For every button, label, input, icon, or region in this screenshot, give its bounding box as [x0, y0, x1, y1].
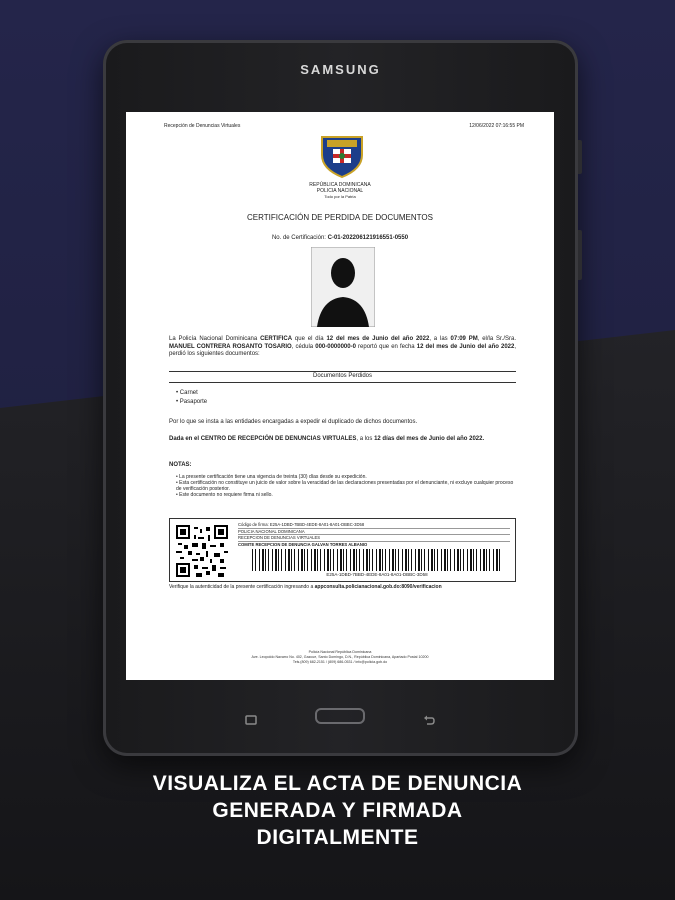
certificate-document — [126, 112, 554, 680]
barcode-bar — [424, 549, 425, 571]
barcode-bar — [496, 549, 498, 571]
barcode-bar — [454, 549, 455, 571]
barcode-bar — [272, 549, 273, 571]
barcode-bar — [402, 549, 403, 571]
lost-docs-rule-bottom — [169, 382, 516, 383]
barcode-bar — [359, 549, 360, 571]
lost-docs-heading: Documentos Perdidos — [312, 373, 373, 379]
header-right: 12/06/2022 07:16:55 PM — [469, 123, 524, 129]
body-paragraph-3: Dada en el CENTRO DE RECEPCIÓN DE DENUNCIAS VIRTUALES, a los 12 días del mes de Junio del año 2022. — [169, 436, 485, 442]
barcode-bar — [366, 549, 368, 571]
barcode-bar — [288, 549, 290, 571]
barcode-bar — [499, 549, 500, 571]
cert-number-label: No. de Certificación: — [271, 235, 326, 241]
signature-details: Código de firma: E25A-1DBD-7BBD-4EDE-8A01-8A01-DBBC-3D58 POLICIA NACIONAL DOMINICANA RECEPCION DE DENUNCIAS VIRTUALES COMITE RECEPCION DE DENUNCIA GALVAN TORRES ALBANIO — [238, 522, 510, 547]
barcode-bar — [489, 549, 490, 571]
barcode-bar — [411, 549, 412, 571]
barcode-bar — [307, 549, 308, 571]
barcode-bar — [428, 549, 429, 571]
tablet-device — [103, 40, 578, 756]
barcode-bar — [398, 549, 399, 571]
qr-code-icon — [176, 525, 228, 577]
barcode-bar — [343, 549, 344, 571]
home-button[interactable] — [315, 708, 365, 724]
lost-item: • Pasaporte — [176, 399, 208, 405]
barcode-bar — [405, 549, 407, 571]
barcode-bar — [463, 549, 464, 571]
barcode-bar — [311, 549, 312, 571]
barcode-bar — [281, 549, 282, 571]
cert-number-line — [126, 235, 554, 243]
volume-button — [578, 140, 582, 174]
barcode-text: E25A-1DBD-7BBD-4EDE-8A01-8A01-DBBC-3D58 — [326, 572, 428, 577]
barcode-bar — [259, 549, 260, 571]
back-icon[interactable] — [419, 710, 439, 730]
barcode-bar — [476, 549, 477, 571]
barcode-bar — [278, 549, 279, 571]
barcode-bar — [372, 549, 373, 571]
barcode-bar — [480, 549, 481, 571]
verify-link[interactable]: appconsulta.policianacional.gob.do:8090/verificacion — [314, 584, 442, 590]
brand-label: SAMSUNG — [300, 62, 381, 77]
note-item: • Este documento no requiere firma ni sello. — [176, 492, 273, 498]
caption-line-2: GENERADA Y FIRMADA — [212, 799, 463, 822]
motto-text: Todo por la Patria — [324, 194, 356, 199]
notes-label: NOTAS: — [169, 462, 192, 468]
barcode-bar — [317, 549, 318, 571]
cert-number: C-01-202206121916551-0550 — [327, 235, 409, 241]
barcode-bar — [369, 549, 370, 571]
barcode-bar — [314, 549, 316, 571]
barcode-bar — [467, 549, 468, 571]
barcode-bar — [298, 549, 299, 571]
barcode-bar — [327, 549, 329, 571]
barcode-bar — [324, 549, 325, 571]
barcode-bar — [470, 549, 472, 571]
barcode-bar — [389, 549, 390, 571]
recents-icon[interactable] — [241, 710, 261, 730]
barcode-bar — [262, 549, 264, 571]
barcode-bar — [291, 549, 292, 571]
barcode-bar — [408, 549, 409, 571]
barcode-bar — [431, 549, 433, 571]
barcode — [252, 549, 502, 571]
promo-caption — [0, 770, 675, 851]
barcode-bar — [450, 549, 451, 571]
barcode-bar — [268, 549, 269, 571]
power-button — [578, 230, 582, 280]
barcode-bar — [285, 549, 286, 571]
note-item: • Esta certificación no constituye un juicio de valor sobre la veracidad de las declaraciones presentadas por el denunciante, ni excluye cualquier proceso de verificación posterior. — [176, 480, 514, 492]
barcode-bar — [434, 549, 435, 571]
document-footer: Policía Nacional República Dominicana Ave. Leopoldo Navarro No. 402, Gazcue, Santo Domingo, D.N., República Dominicana, Apartado Postal 10200 Tels.(809) 682-2151 / (809) 686-0531 / info@policia.gob.do — [251, 650, 429, 664]
lost-docs-rule-top — [169, 371, 516, 372]
person-photo — [311, 247, 375, 327]
barcode-bar — [415, 549, 416, 571]
barcode-bar — [447, 549, 448, 571]
police-shield-icon — [319, 133, 365, 179]
barcode-bar — [395, 549, 396, 571]
barcode-bar — [418, 549, 420, 571]
barcode-bar — [385, 549, 386, 571]
barcode-bar — [379, 549, 381, 571]
barcode-bar — [437, 549, 438, 571]
verify-text: Verifique la autenticidad de la presente certificación ingresando a appconsulta.policianacional.gob.do:8090/verificacion — [169, 584, 442, 590]
caption-line-3: DIGITALMENTE — [256, 826, 419, 849]
barcode-bar — [486, 549, 487, 571]
barcode-bar — [265, 549, 266, 571]
note-item: • La presente certificación tiene una vigencia de treinta (30) días desde su expedición. — [176, 474, 367, 480]
notes-list — [176, 474, 516, 498]
barcode-bar — [473, 549, 474, 571]
barcode-bar — [392, 549, 394, 571]
header-left: Recepción de Denuncias Virtuales — [164, 123, 241, 129]
barcode-bar — [340, 549, 342, 571]
barcode-bar — [252, 549, 253, 571]
barcode-bar — [320, 549, 321, 571]
barcode-bar — [382, 549, 383, 571]
barcode-bar — [330, 549, 331, 571]
barcode-bar — [441, 549, 442, 571]
barcode-bar — [376, 549, 377, 571]
barcode-bar — [483, 549, 485, 571]
body-paragraph-2: Por lo que se insta a las entidades encargadas a expedir el duplicado de dichos documentos. — [169, 419, 418, 425]
barcode-bar — [301, 549, 303, 571]
barcode-bar — [444, 549, 446, 571]
barcode-bar — [457, 549, 459, 571]
body-paragraph-1: La Policía Nacional Dominicana CERTIFICA que el día 12 del mes de Junio del año 2022, a las 07:09 PM, el/la Sr./Sra. MANUEL CONTRERA ROSANTO TOSARIO, cédula 000-0000000-0 reportó que en fecha 12 del mes de Junio del año 2022, perdió los siguientes documentos: — [169, 336, 517, 357]
barcode-bar — [350, 549, 351, 571]
barcode-bar — [275, 549, 277, 571]
lost-item: • Carnet — [176, 390, 198, 396]
barcode-bar — [353, 549, 355, 571]
barcode-bar — [333, 549, 334, 571]
barcode-bar — [346, 549, 347, 571]
barcode-bar — [337, 549, 338, 571]
barcode-bar — [356, 549, 357, 571]
barcode-bar — [255, 549, 256, 571]
barcode-bar — [493, 549, 494, 571]
signature-box — [169, 518, 516, 582]
document-title: CERTIFICACIÓN DE PERDIDA DE DOCUMENTOS — [247, 213, 433, 222]
barcode-bar — [421, 549, 422, 571]
republic-text: REPÚBLICA DOMINICANA — [309, 182, 371, 188]
screen — [126, 112, 554, 680]
barcode-bar — [294, 549, 295, 571]
barcode-bar — [304, 549, 305, 571]
police-text: POLICIA NACIONAL — [316, 188, 364, 194]
barcode-bar — [363, 549, 364, 571]
barcode-bar — [460, 549, 461, 571]
caption-line-1: VISUALIZA EL ACTA DE DENUNCIA — [152, 772, 523, 795]
